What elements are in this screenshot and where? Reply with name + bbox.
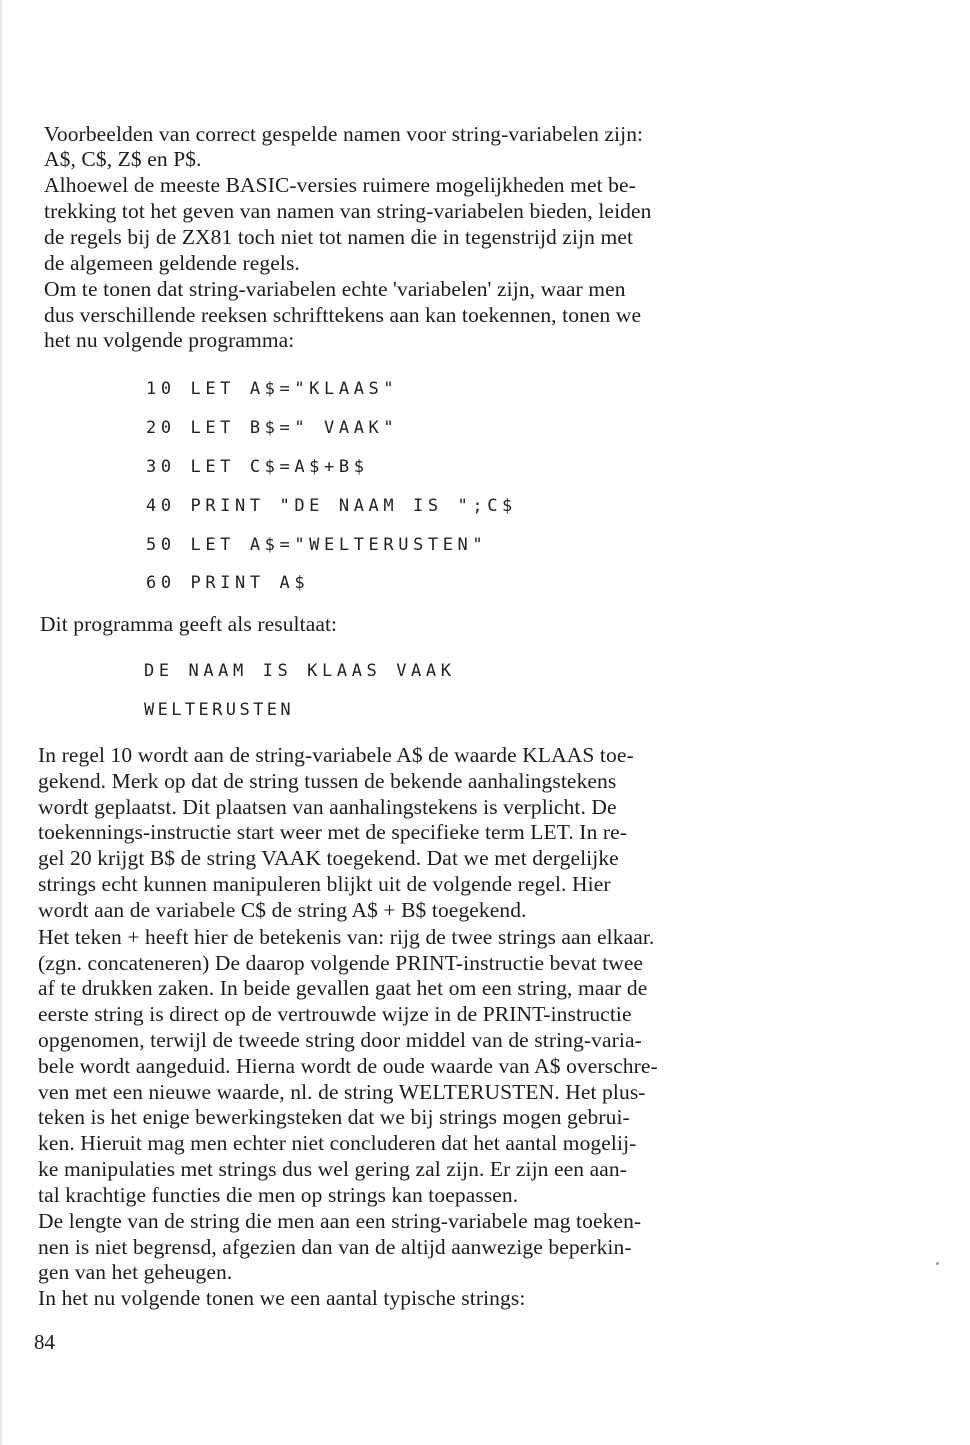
text-line: wordt aan de variabele C$ de string A$ + B$ toegekend. [38,898,527,922]
program-line: 50 LET A$="WELTERUSTEN" [146,535,488,555]
result-intro: Dit programma geeft als resultaat: [40,612,338,636]
program-line: 40 PRINT "DE NAAM IS ";C$ [146,496,517,516]
text-line: (zgn. concateneren) De daarop volgende PRINT-instructie bevat twee [38,951,644,975]
page-edge-shadow [0,0,2,1445]
text-line: In regel 10 wordt aan de string-variabele A$ de waarde KLAAS toe- [38,743,634,767]
text-line: eerste string is direct op de vertrouwde wijze in de PRINT-instructie [38,1002,632,1026]
text-line: Alhoewel de meeste BASIC-versies ruimere mogelijkheden met be- [44,173,636,197]
text-line: het nu volgende programma: [44,328,295,352]
page-number: 84 [34,1330,55,1354]
text-line: De lengte van de string die men aan een string-variabele mag toeken- [38,1209,642,1233]
text-line: wordt geplaatst. Dit plaatsen van aanhalingstekens is verplicht. De [38,795,617,819]
text-line: tal krachtige functies die men op strings kan toepassen. [38,1183,519,1207]
text-line: ke manipulaties met strings dus wel gering zal zijn. Er zijn een aan- [38,1157,628,1181]
text-line: Voorbeelden van correct gespelde namen voor string-variabelen zijn: [44,122,644,146]
output-line: WELTERUSTEN [144,700,294,720]
text-line: bele wordt aangeduid. Hierna wordt de oude waarde van A$ overschre- [38,1054,658,1078]
text-line: opgenomen, terwijl de tweede string door middel van de string-varia- [38,1028,642,1052]
program-line: 60 PRINT A$ [146,573,310,593]
text-line: trekking tot het geven van namen van string-variabelen bieden, leiden [44,199,652,223]
text-line: In het nu volgende tonen we een aantal typische strings: [38,1286,526,1310]
text-line: teken is het enige bewerkingsteken dat we bij strings mogen gebrui- [38,1105,630,1129]
text-line: de regels bij de ZX81 toch niet tot namen die in tegenstrijd zijn met [44,225,634,249]
text-line: ken. Hieruit mag men echter niet concluderen dat het aantal mogelij- [38,1131,637,1155]
text-line: Om te tonen dat string-variabelen echte 'variabelen' zijn, waar men [44,277,626,301]
text-line: ven met een nieuwe waarde, nl. de string WELTERUSTEN. Het plus- [38,1080,646,1104]
text-line: strings echt kunnen manipuleren blijkt uit de volgende regel. Hier [38,872,611,896]
program-line: 20 LET B$=" VAAK" [146,418,399,438]
text-line: dus verschillende reeksen schrifttekens aan kan toekennen, tonen we [44,303,642,327]
output-line: DE NAAM IS KLAAS VAAK [144,661,456,681]
text-line: A$, C$, Z$ en P$. [44,147,202,171]
text-line: gel 20 krijgt B$ de string VAAK toegekend. Dat we met dergelijke [38,846,619,870]
text-line: gekend. Merk op dat de string tussen de bekende aanhalingstekens [38,769,617,793]
text-line: af te drukken zaken. In beide gevallen gaat het om een string, maar de [38,976,648,1000]
text-line: de algemeen geldende regels. [44,251,300,275]
scan-speck [936,1262,939,1265]
program-line: 30 LET C$=A$+B$ [146,457,369,477]
text-line: gen van het geheugen. [38,1260,233,1284]
text-line: toekennings-instructie start weer met de specifieke term LET. In re- [38,820,628,844]
program-line: 10 LET A$="KLAAS" [146,379,399,399]
text-line: Het teken + heeft hier de betekenis van: rijg de twee strings aan elkaar. [38,925,655,949]
text-line: nen is niet begrensd, afgezien dan van de altijd aanwezige beperkin- [38,1235,632,1259]
